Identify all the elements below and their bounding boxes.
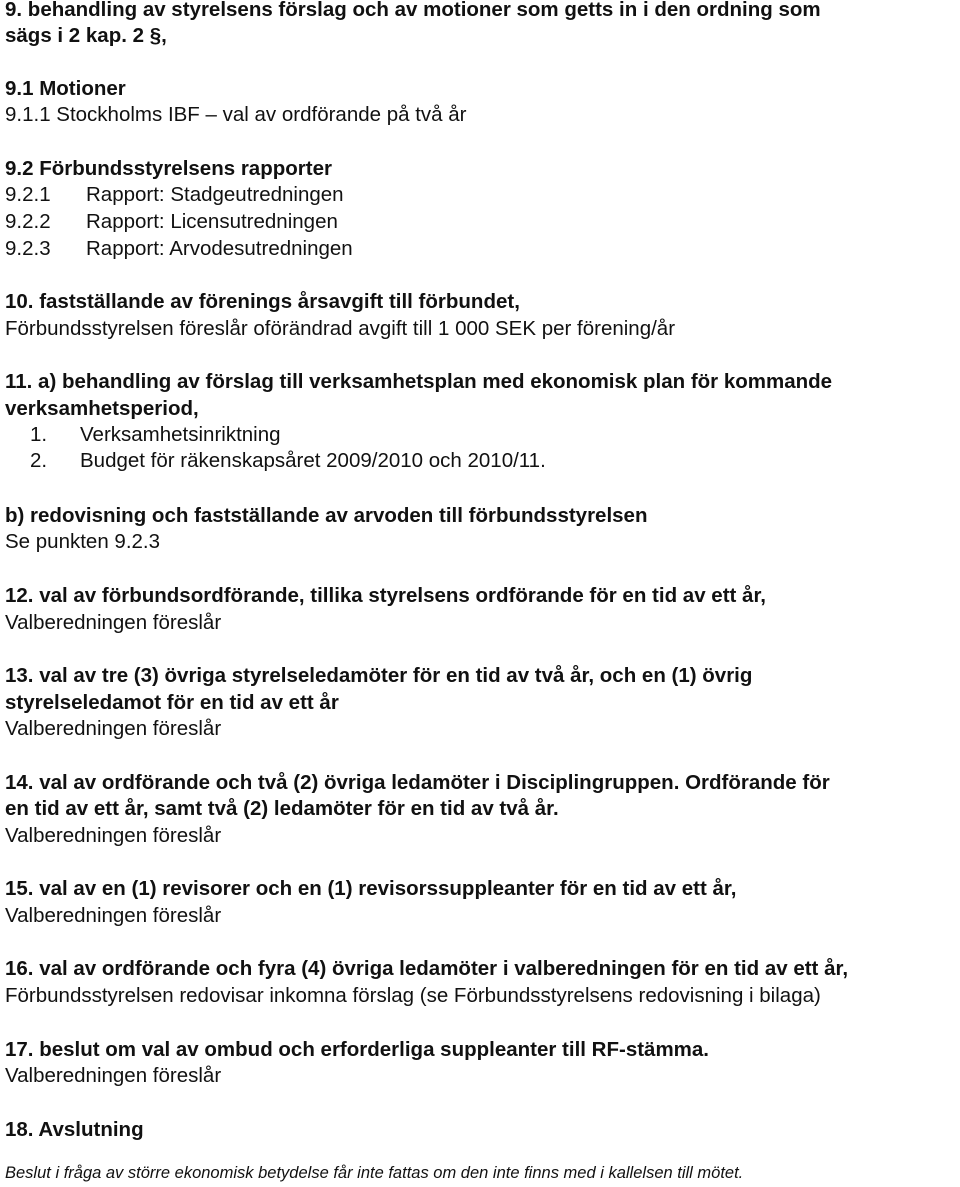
item-9-2-1: [5, 182, 344, 208]
item-9-heading-line2: sägs i 2 kap. 2 §,: [5, 24, 167, 47]
item-11-list-text-1: Verksamhetsinriktning: [80, 423, 281, 446]
item-16-heading: 16. val av ordförande och fyra (4) övriga ledamöter i valberedningen för en tid av ett år,: [5, 957, 849, 980]
item-12-body: Valberedningen föreslår: [5, 611, 222, 634]
item-9-2-3-number: 9.2.3: [5, 237, 51, 260]
item-17-heading: 17. beslut om val av ombud och erforderliga suppleanter till RF-stämma.: [5, 1038, 709, 1061]
item-14-heading-line2: en tid av ett år, samt två (2) ledamöter för en tid av två år.: [5, 797, 559, 820]
item-9-2-3: [5, 236, 353, 262]
item-11-heading-line1: 11. a) behandling av förslag till verksamhetsplan med ekonomisk plan för kommande: [5, 370, 833, 393]
item-11b-body: Se punkten 9.2.3: [5, 530, 161, 553]
item-9-2-1-number: 9.2.1: [5, 183, 51, 206]
item-9-1-1-text: 9.1.1 Stockholms IBF – val av ordförande på två år: [5, 103, 467, 126]
item-11-list-number-1: 1.: [30, 423, 48, 446]
item-13-body: Valberedningen föreslår: [5, 717, 222, 740]
item-11b-heading: b) redovisning och fastställande av arvoden till förbundsstyrelsen: [5, 504, 648, 527]
item-11-list-item-1: [30, 422, 281, 448]
item-9-2-2: [5, 209, 338, 235]
item-9-heading-line1: 9. behandling av styrelsens förslag och av motioner som getts in i den ordning som: [5, 0, 821, 21]
item-11-heading-line2: verksamhetsperiod,: [5, 397, 199, 420]
item-9-2-heading: 9.2 Förbundsstyrelsens rapporter: [5, 157, 332, 180]
item-10-body: Förbundsstyrelsen föreslår oförändrad avgift till 1 000 SEK per förening/år: [5, 317, 676, 340]
item-12-heading: 12. val av förbundsordförande, tillika styrelsens ordförande för en tid av ett år,: [5, 584, 766, 607]
item-14-body: Valberedningen föreslår: [5, 824, 222, 847]
item-15-body: Valberedningen föreslår: [5, 904, 222, 927]
item-14-heading-line1: 14. val av ordförande och två (2) övriga ledamöter i Disciplingruppen. Ordförande för: [5, 771, 830, 794]
item-13-heading-line2: styrelseledamot för en tid av ett år: [5, 691, 339, 714]
item-11-list-text-2: Budget för räkenskapsåret 2009/2010 och 2010/11.: [80, 449, 546, 472]
footnote: Beslut i fråga av större ekonomisk betydelse får inte fattas om den inte finns med i kallelsen till mötet.: [5, 1164, 744, 1182]
item-11-list-number-2: 2.: [30, 449, 48, 472]
item-9-2-1-text: Rapport: Stadgeutredningen: [86, 183, 344, 206]
item-16-body: Förbundsstyrelsen redovisar inkomna förslag (se Förbundsstyrelsens redovisning i bilaga): [5, 984, 821, 1007]
item-18-heading: 18. Avslutning: [5, 1118, 144, 1141]
item-9-1-heading: 9.1 Motioner: [5, 77, 126, 100]
item-15-heading: 15. val av en (1) revisorer och en (1) revisorssuppleanter för en tid av ett år,: [5, 877, 737, 900]
item-11-list-item-2: [30, 448, 546, 474]
item-10-heading: 10. fastställande av förenings årsavgift till förbundet,: [5, 290, 520, 313]
item-13-heading-line1: 13. val av tre (3) övriga styrelseledamöter för en tid av två år, och en (1) övrig: [5, 664, 753, 687]
item-9-2-3-text: Rapport: Arvodesutredningen: [86, 237, 353, 260]
item-9-2-2-number: 9.2.2: [5, 210, 51, 233]
item-17-body: Valberedningen föreslår: [5, 1064, 222, 1087]
item-9-2-2-text: Rapport: Licensutredningen: [86, 210, 338, 233]
